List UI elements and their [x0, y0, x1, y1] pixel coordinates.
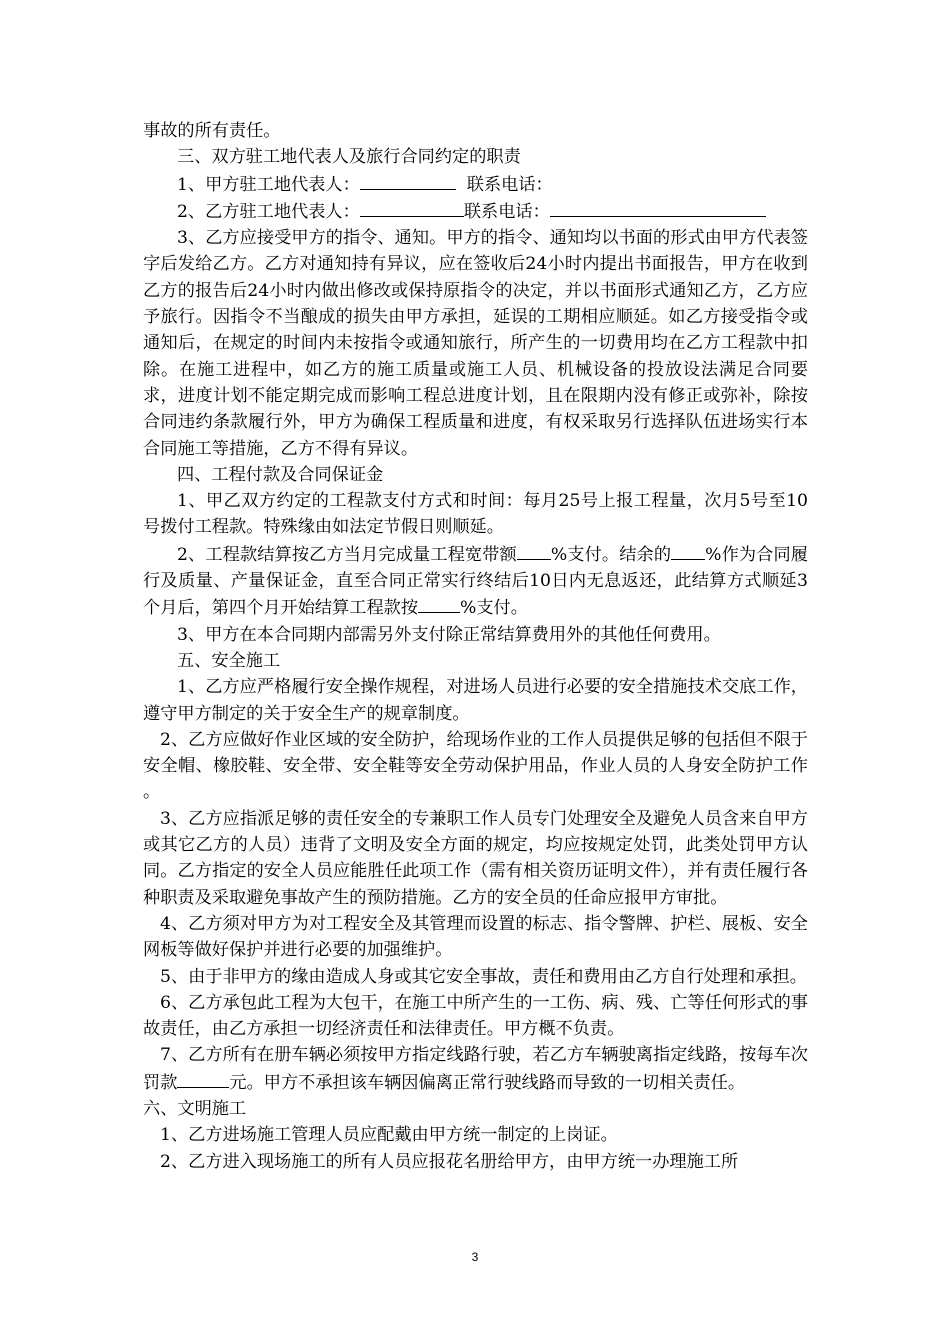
blank-underline [517, 541, 551, 560]
section-heading-5: 五、安全施工 [177, 650, 281, 671]
section-heading-4: 四、工程付款及合同保证金 [177, 464, 384, 485]
paragraph: 3、甲方在本合同期内部需另外支付除正常结算费用外的其他任何费用。 [177, 624, 721, 645]
blank-underline [177, 1069, 229, 1088]
blank-underline [671, 541, 705, 560]
paragraph: 2、乙方驻工地代表人： 联系电话： [143, 198, 808, 225]
blank-underline [418, 594, 460, 613]
paragraph: 6、乙方承包此工程为大包干，在施工中所产生的一工伤、病、残、亡等任何形式的事故责任，由乙方承担一切经济责任和法律责任。甲方概不负责。 [143, 992, 808, 1040]
paragraph: 3、乙方应接受甲方的指令、通知。甲方的指令、通知均以书面的形式由甲方代表签字后发给乙方。乙方对通知持有异议，应在签收后24小时内提出书面报告，甲方在收到乙方的报告后24小时内做出修改或保持原指令的决定，并以书面形式通知乙方，乙方应予旅行。因指令不当酿成的损失由甲方承担，延误的工期相应顺延。如乙方接受指令或通知后，在规定的时间内未按指令或通知旅行，所产生的一切费用均在乙方工程款中扣除。在施工进程中，如乙方的施工质量或施工人员、机械设备的投放设法满足合同要求，进度计划不能定期完成而影响工程总进度计划，且在限期内没有修正或弥补，除按合同违约条款履行外，甲方为确保工程质量和进度，有权采取另行选择队伍进场实行本合同施工等措施，乙方不得有异议。 [143, 228, 808, 459]
paragraph: 7、乙方所有在册车辆必须按甲方指定线路行驶，若乙方车辆驶离指定线路，按每车次罚款 元。甲方不承担该车辆因偏离正常行驶线路而导致的一切相关责任。 [143, 1045, 808, 1093]
page-number: 3 [471, 1250, 479, 1264]
section-heading-3: 三、双方驻工地代表人及旅行合同约定的职责 [177, 147, 521, 168]
blank-underline [550, 198, 766, 217]
paragraph: 2、工程款结算按乙方当月完成量工程宽带额 %支付。结余的 %作为合同履行及质量、产量保证金，直至合同正常实行终结后10日内无息返还，此结算方式顺延3个月后，第四个月开始结算工程款按 %支付。 [143, 541, 808, 622]
paragraph: 1、乙方进场施工管理人员应配戴由甲方统一制定的上岗证。 [160, 1125, 618, 1146]
blank-underline [360, 198, 464, 217]
paragraph: 1、乙方应严格履行安全操作规程，对进场人员进行必要的安全措施技术交底工作，遵守甲方制定的关于安全生产的规章制度。 [143, 677, 808, 724]
paragraph: 2、乙方进入现场施工的所有人员应报花名册给甲方，由甲方统一办理施工所 [160, 1151, 739, 1172]
section-heading-6: 六、文明施工 [143, 1098, 247, 1119]
paragraph: 事故的所有责任。 [143, 121, 281, 141]
paragraph: 4、乙方须对甲方为对工程安全及其管理而设置的标志、指令警牌、护栏、展板、安全网板等做好保护并进行必要的加强维护。 [143, 913, 808, 961]
paragraph: 1、甲乙双方约定的工程款支付方式和时间：每月25号上报工程量，次月5号至10号拨付工程款。特殊缘由如法定节假日则顺延。 [143, 491, 808, 538]
blank-underline [360, 171, 456, 190]
paragraph: 3、乙方应指派足够的责任安全的专兼职工作人员专门处理安全及避免人员含来自甲方或其它乙方的人员）违背了文明及安全方面的规定，均应按规定处罚，此类处罚甲方认同。乙方指定的安全人员应能胜任此项工作（需有相关资历证明文件），并有责任履行各种职责及采取避免事故产生的预防措施。乙方的安全员的任命应报甲方审批。 [143, 808, 808, 908]
paragraph: 2、乙方应做好作业区域的安全防护，给现场作业的工作人员提供足够的包括但不限于安全帽、橡胶鞋、安全带、安全鞋等安全劳动保护用品，作业人员的人身安全防护工作 。 [143, 729, 808, 803]
document-page [143, 118, 808, 1175]
paragraph: 1、甲方驻工地代表人： 联系电话： [143, 171, 808, 198]
paragraph: 5、由于非甲方的缘由造成人身或其它安全事故，责任和费用由乙方自行处理和承担。 [160, 966, 807, 987]
